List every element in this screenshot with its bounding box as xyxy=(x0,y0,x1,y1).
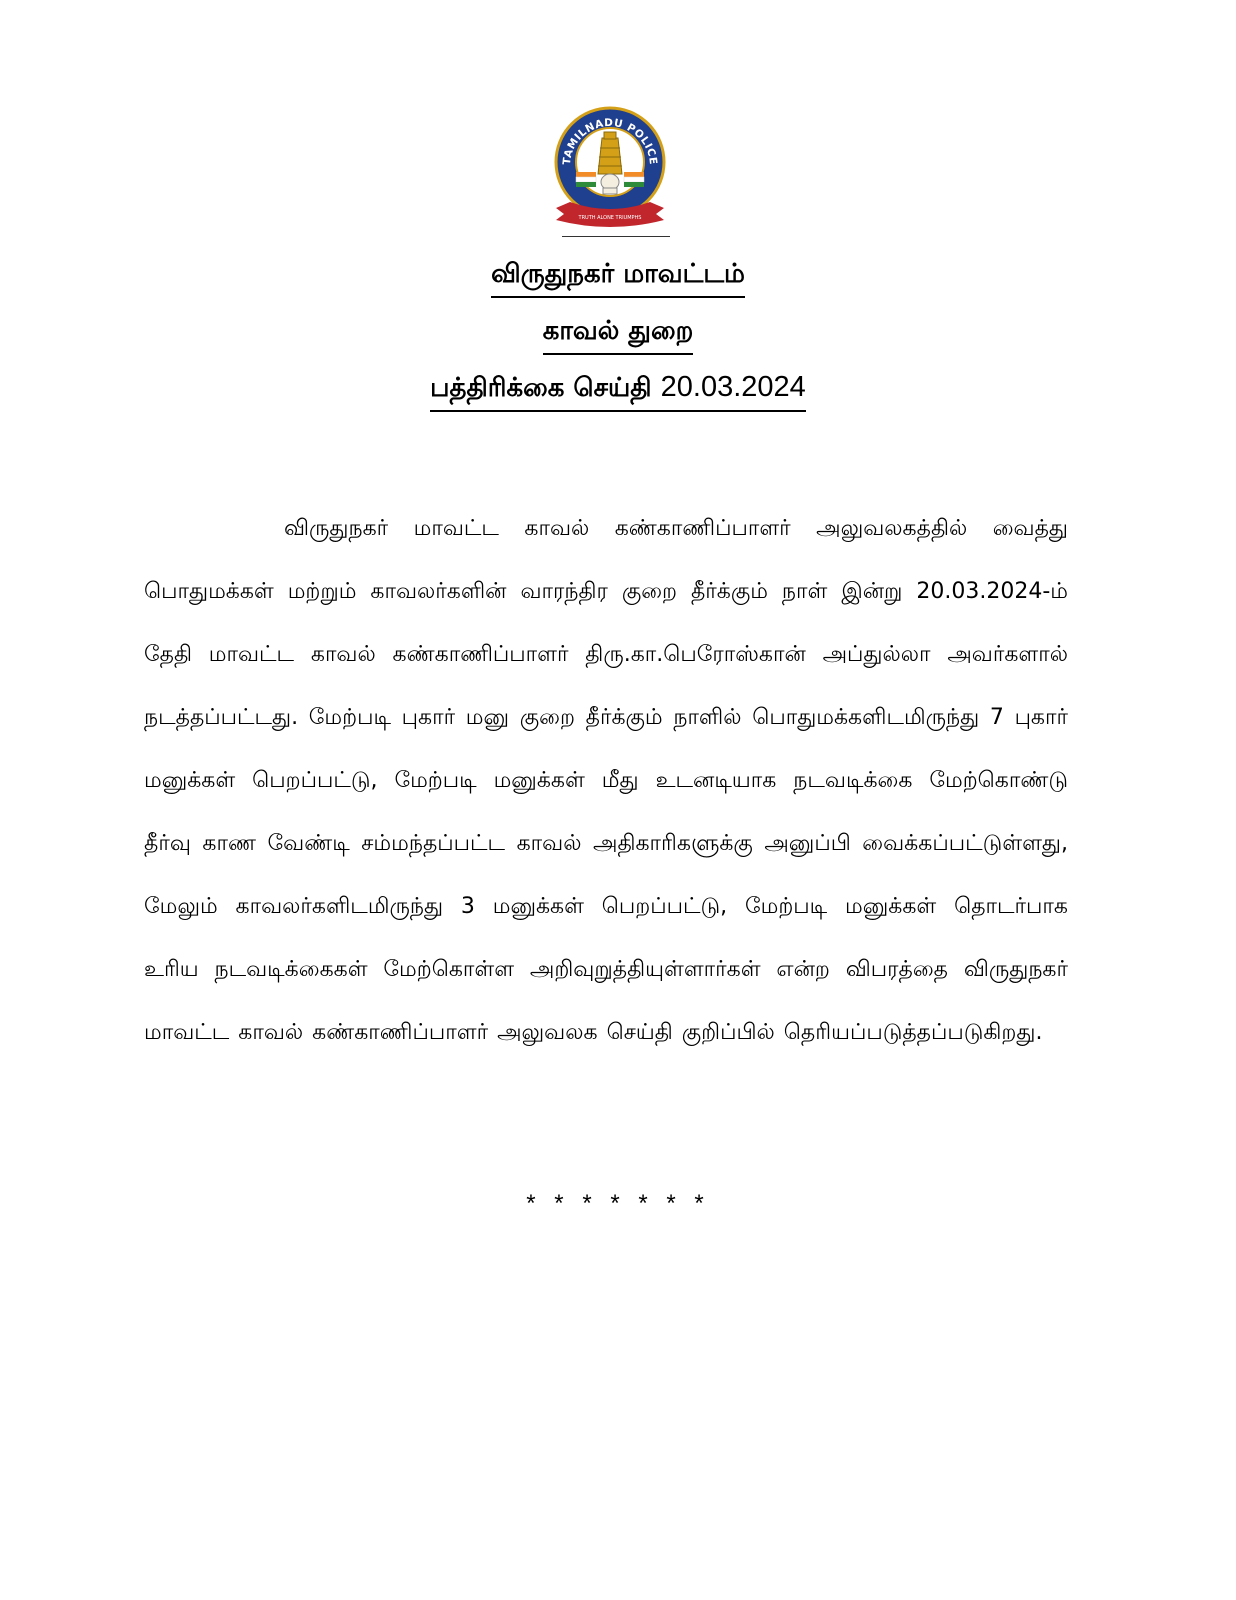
press-release-date: 20.03.2024 xyxy=(660,371,806,403)
end-marker: * * * * * * * xyxy=(526,1190,710,1217)
press-release-label: பத்திரிக்கை செய்தி xyxy=(430,373,652,403)
svg-text:TAMILNADU POLICE: TAMILNADU POLICE xyxy=(560,116,660,166)
emblem-icon xyxy=(548,104,672,236)
emblem-divider xyxy=(562,236,670,237)
svg-text:TRUTH ALONE TRIUMPHS: TRUTH ALONE TRIUMPHS xyxy=(578,215,642,221)
tamilnadu-police-emblem xyxy=(548,104,672,236)
press-release-title xyxy=(0,369,1236,412)
district-title xyxy=(0,256,1236,298)
press-release-title-text xyxy=(430,369,806,412)
body-paragraph: விருதுநகர் மாவட்ட காவல் கண்காணிப்பாளர் அலுவலகத்தில் வைத்து பொதுமக்கள் மற்றும் காவலர்களின் வாரந்திர குறை தீர்க்கும் நாள் இன்று 20.03.2024-ம் தேதி மாவட்ட காவல் கண்காணிப்பாளர் திரு.கா.பெரோஸ்கான் அப்துல்லா அவர்களால் நடத்தப்பட்டது. மேற்படி புகார் மனு குறை தீர்க்கும் நாளில் பொதுமக்களிடமிருந்து 7 புகார் மனுக்கள் பெறப்பட்டு, மேற்படி மனுக்கள் மீது உடனடியாக நடவடிக்கை மேற்கொண்டு தீர்வு காண வேண்டி சம்மந்தப்பட்ட காவல் அதிகாரிகளுக்கு அனுப்பி வைக்கப்பட்டுள்ளது, மேலும் காவலர்களிடமிருந்து 3 மனுக்கள் பெறப்பட்டு, மேற்படி மனுக்கள் தொடர்பாக உரிய நடவடிக்கைகள் மேற்கொள்ள அறிவுறுத்தியுள்ளார்கள் என்ற விபரத்தை விருதுநகர் மாவட்ட காவல் கண்காணிப்பாளர் அலுவலக செய்தி குறிப்பில் தெரியப்படுத்தப்படுகிறது. xyxy=(144,516,1068,1045)
department-title xyxy=(0,313,1236,355)
district-title-text: விருதுநகர் மாவட்டம் xyxy=(491,256,745,298)
department-title-text: காவல் துறை xyxy=(543,313,694,355)
